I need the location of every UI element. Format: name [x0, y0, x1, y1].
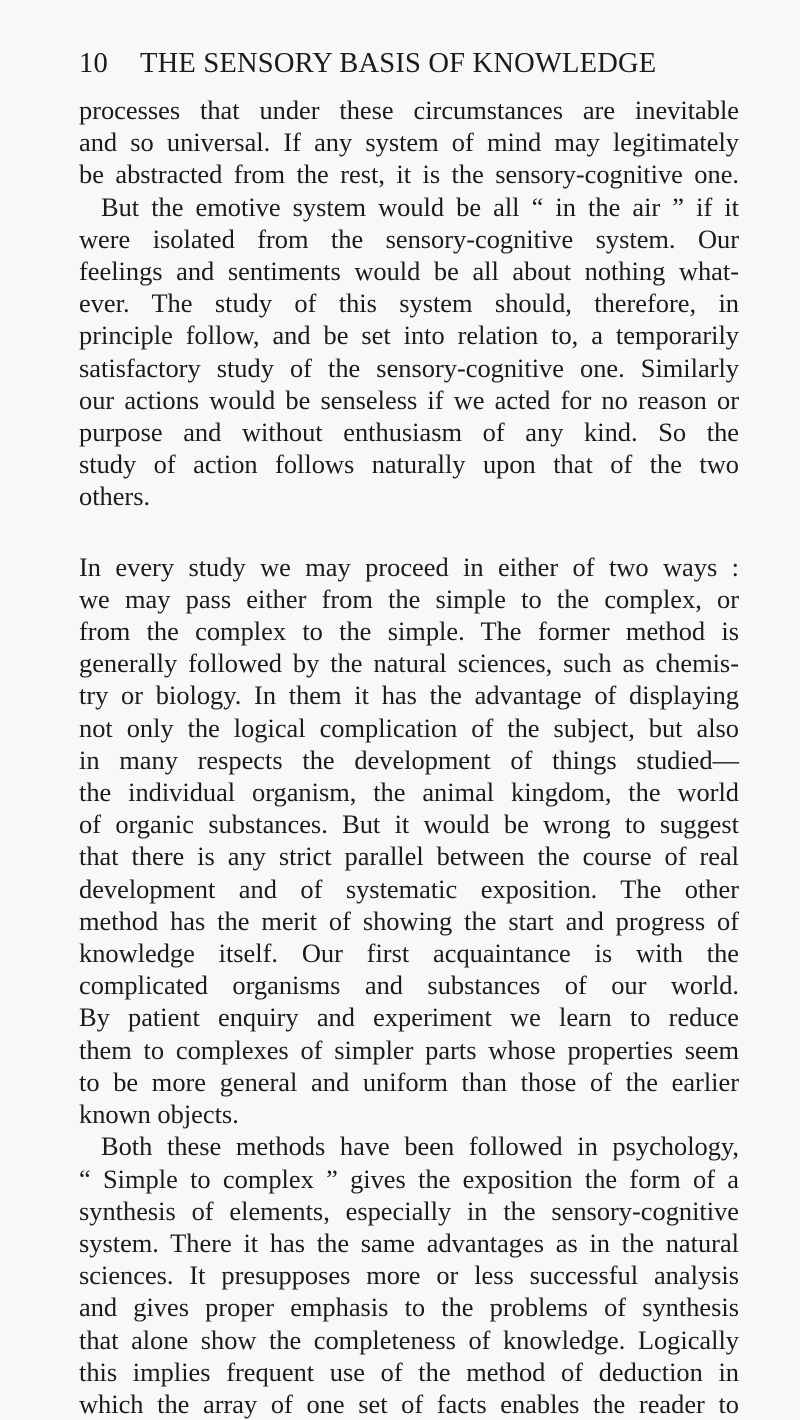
text-line: that alone show the completeness of knowledge. Logically [79, 1324, 739, 1355]
section-gap [79, 513, 739, 551]
text-line: and so universal. If any system of mind may legitimately [79, 127, 739, 158]
text-line: By patient enquiry and experiment we learn to reduce [79, 1002, 739, 1033]
text-line: purpose and without enthusiasm of any kind. So the [79, 417, 739, 448]
text-line: the individual organism, the animal kingdom, the world [79, 777, 739, 808]
text-line: and gives proper emphasis to the problems of synthesis [79, 1292, 739, 1323]
text-line: to be more general and uniform than those of the earlier [79, 1066, 739, 1097]
text-line: development and of systematic exposition. The other [79, 873, 739, 904]
text-line: of organic substances. But it would be wrong to suggest [79, 809, 739, 840]
text-line: were isolated from the sensory-cognitive system. Our [79, 223, 739, 254]
text-line: them to complexes of simpler parts whose properties seem [79, 1034, 739, 1065]
text-line: sciences. It presupposes more or less successful analysis [79, 1260, 739, 1291]
text-line: study of action follows naturally upon that of the two [79, 449, 739, 480]
page-number: 10 [79, 48, 108, 79]
paragraph-emotive-system [79, 191, 739, 513]
text-line: try or biology. In them it has the advantage of displaying [79, 680, 739, 711]
text-line: others. [79, 481, 151, 512]
text-line: be abstracted from the rest, it is the sensory-cognitive one. [79, 159, 739, 190]
text-line: our actions would be senseless if we acted for no reason or [79, 384, 739, 415]
text-line: that there is any strict parallel between the course of real [79, 841, 739, 872]
text-line: synthesis of elements, especially in the sensory-cognitive [79, 1195, 739, 1226]
paragraph-psychology-methods [79, 1130, 739, 1420]
text-line: known objects. [79, 1099, 239, 1130]
text-line: Both these methods have been followed in psychology, [101, 1131, 739, 1162]
text-line: this implies frequent use of the method of deduction in [79, 1356, 739, 1387]
text-line: generally followed by the natural sciences, such as chemis- [79, 648, 739, 679]
text-line: not only the logical complication of the subject, but also [79, 712, 739, 743]
text-line: in many respects the development of things studied— [79, 744, 739, 775]
text-line: system. There it has the same advantages as in the natural [79, 1227, 739, 1258]
text-line: ever. The study of this system should, therefore, in [79, 288, 739, 319]
text-line: “ Simple to complex ” gives the exposition the form of a [79, 1163, 739, 1194]
text-line: complicated organisms and substances of our world. [79, 970, 739, 1001]
text-line: But the emotive system would be all “ in the air ” if it [101, 191, 739, 222]
text-line: knowledge itself. Our first acquaintance is with the [79, 938, 739, 969]
text-line: feelings and sentiments would be all about nothing what- [79, 256, 739, 287]
text-line: principle follow, and be set into relation to, a temporarily [79, 320, 739, 351]
text-line: satisfactory study of the sensory-cognitive one. Similarly [79, 352, 739, 383]
text-line: which the array of one set of facts enables the reader to [79, 1388, 739, 1419]
text-line: from the complex to the simple. The former method is [79, 616, 739, 647]
book-page [79, 48, 739, 1420]
paragraph-methods-of-study [79, 551, 739, 1131]
running-head [79, 48, 739, 94]
text-line: processes that under these circumstances are inevitable [79, 95, 739, 125]
text-line: method has the merit of showing the start and progress of [79, 905, 739, 936]
running-title: THE SENSORY BASIS OF KNOWLEDGE [140, 48, 657, 79]
text-line: we may pass either from the simple to the complex, or [79, 583, 739, 614]
paragraph-continuation [79, 94, 739, 191]
text-line: In every study we may proceed in either of two ways : [79, 551, 739, 582]
